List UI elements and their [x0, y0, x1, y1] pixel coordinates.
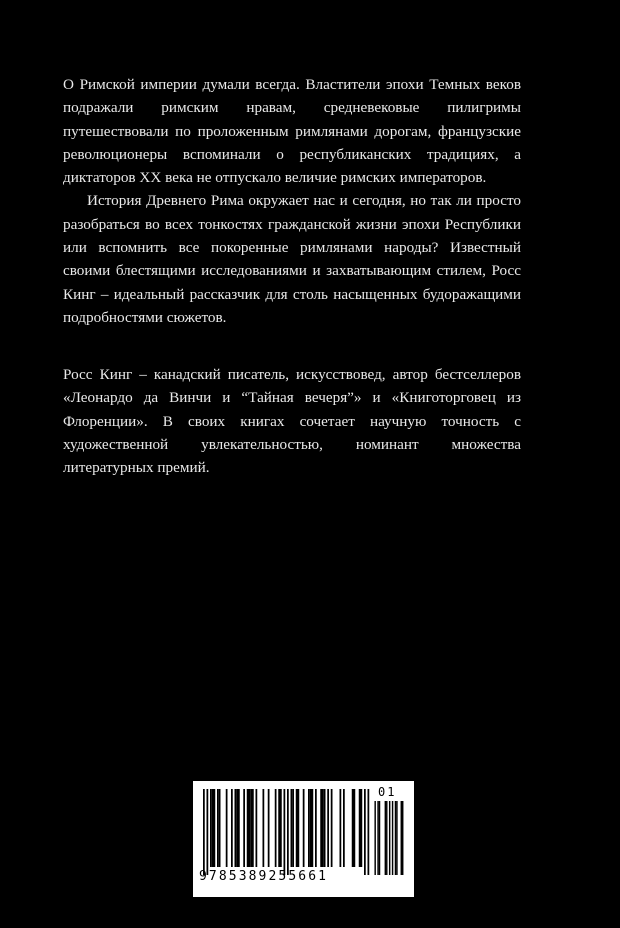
- barcode-bar: [284, 789, 286, 875]
- barcode-bar: [296, 789, 298, 867]
- barcode-bar: [315, 789, 317, 867]
- barcode-bar: [275, 789, 277, 867]
- barcode-bar: [217, 789, 219, 867]
- isbn-number: 9785389255661: [199, 869, 329, 884]
- barcode-bar: [226, 789, 228, 867]
- barcode-bar: [303, 789, 305, 867]
- barcode-addon-bar: [401, 801, 402, 875]
- barcode-bar: [354, 789, 356, 867]
- barcode-bar: [203, 789, 205, 875]
- barcode-bar: [256, 789, 258, 867]
- barcode-bar: [238, 789, 240, 867]
- barcode-bar: [287, 789, 289, 875]
- barcode-bar: [364, 789, 366, 875]
- barcode-bar: [263, 789, 265, 867]
- barcode-addon-bar: [395, 801, 396, 875]
- barcode-bar: [368, 789, 370, 875]
- barcode-bar: [327, 789, 329, 867]
- barcode-bar: [331, 789, 333, 867]
- book-annotation: [63, 73, 521, 329]
- annotation-paragraph-1: О Римской империи думали всегда. Властители эпохи Темных веков подражали римским нравам, средневековые пилигримы путешествовали по проложенным римлянами дорогам, французские революционеры вспоминали о республиканских традициях, а диктаторов XX века не отпускало величие римских императоров.: [63, 76, 521, 187]
- barcode-bar: [210, 789, 212, 867]
- barcode-addon-number: 01: [378, 785, 397, 799]
- barcode-bar: [340, 789, 342, 867]
- barcode-addon-bar: [379, 801, 380, 875]
- barcode-bar: [361, 789, 363, 867]
- author-bio-text: Росс Кинг – канадский писатель, искусствовед, автор бестселлеров «Леонардо да Винчи и “Тайная вечеря”» и «Книготорговец из Флоренции». В своих книгах сочетает научную точность с художественной увлекательностью, номинант множества литературных премий.: [63, 366, 521, 477]
- barcode-bar: [343, 789, 345, 867]
- barcode-bar: [310, 789, 312, 867]
- author-bio: [63, 363, 521, 479]
- barcode-bar: [312, 789, 314, 867]
- barcode-addon-bar: [374, 801, 375, 875]
- barcode-bar: [252, 789, 254, 867]
- barcode-addon-bar: [377, 801, 378, 875]
- barcode-bar: [352, 789, 354, 867]
- barcode-bar: [298, 789, 300, 867]
- barcode-bar: [235, 789, 237, 867]
- barcode-bar: [268, 789, 270, 867]
- barcode-bar: [243, 789, 245, 867]
- barcode-addon-bar: [385, 801, 386, 875]
- barcode-bar: [231, 789, 233, 867]
- annotation-paragraph-2: История Древнего Рима окружает нас и сегодня, но так ли просто разобраться во всех тонкостях гражданской жизни эпохи Республики или вспомнить все покоренные римлянами народы? Известный своими блестящими исследованиями и захватывающим стилем, Росс Кинг – идеальный рассказчик для столь насыщенных будоражащими подробностями сюжетов.: [63, 192, 521, 326]
- barcode-bar: [249, 789, 251, 867]
- barcode-bar: [291, 789, 293, 867]
- barcode-bar: [280, 789, 282, 867]
- barcode-bar: [236, 789, 238, 867]
- barcode-bar: [324, 789, 326, 867]
- barcode-addon-bar: [396, 801, 397, 875]
- barcode-bar: [212, 789, 214, 867]
- barcode-bar: [322, 789, 324, 867]
- barcode-addon-bar: [386, 801, 387, 875]
- barcode-bar: [247, 789, 249, 867]
- barcode-bar: [359, 789, 361, 867]
- barcode-bar: [214, 789, 216, 867]
- barcode-addon-bar: [389, 801, 390, 875]
- barcode-bar: [250, 789, 252, 867]
- barcode-bar: [292, 789, 294, 867]
- barcode-addon-bar: [392, 801, 393, 875]
- barcode-addon-bar: [402, 801, 403, 875]
- barcode-bar: [207, 789, 209, 875]
- barcode-bar: [219, 789, 221, 867]
- barcode-bar: [320, 789, 322, 867]
- isbn-barcode: [193, 781, 414, 897]
- barcode-bar: [278, 789, 280, 867]
- barcode-bar: [308, 789, 310, 867]
